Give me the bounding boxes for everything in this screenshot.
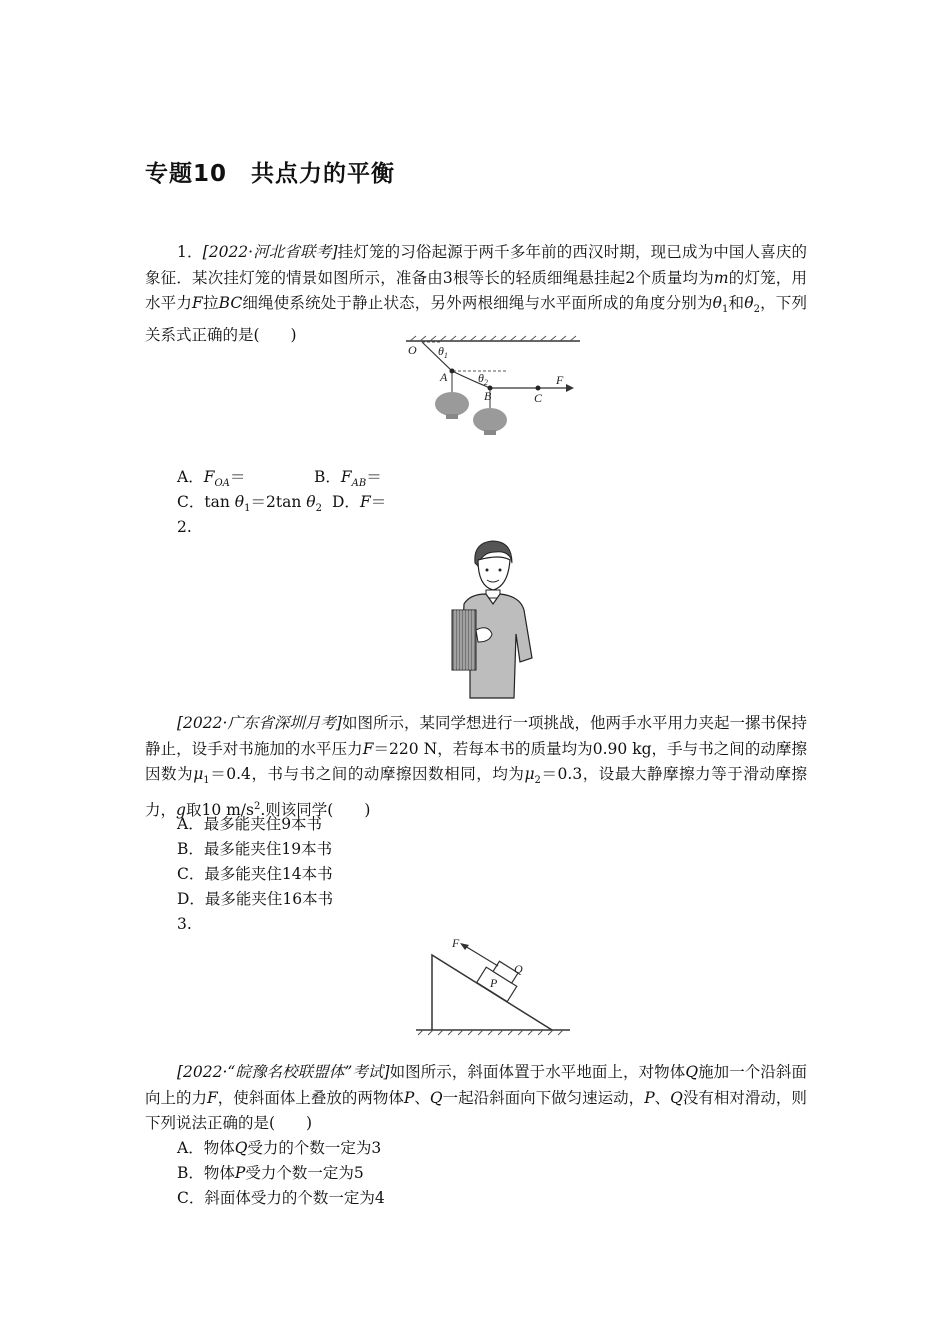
svg-text:θ2: $\theta_2$ <box>478 371 488 387</box>
question-3-number: 3. <box>177 915 192 933</box>
q2-option-a[interactable]: A．最多能夹住9本书 <box>177 815 323 833</box>
question-2-number: 2. <box>177 518 192 536</box>
svg-text:θ1: $\theta_1$ <box>438 344 448 360</box>
svg-text:A: A <box>440 370 448 384</box>
svg-text:P: P <box>490 976 498 990</box>
q3-option-c[interactable]: C．斜面体受力的个数一定为4 <box>177 1189 385 1207</box>
force-arrow <box>566 384 574 392</box>
q2-option-c[interactable]: C．最多能夹住14本书 <box>177 865 333 883</box>
question-number: 1． <box>177 243 203 261</box>
lantern-1 <box>435 392 469 416</box>
lantern-figure <box>398 336 588 436</box>
q2-option-b[interactable]: B．最多能夹住19本书 <box>177 840 333 858</box>
force-arrow <box>460 943 469 950</box>
page-title: 专题10 共点力的平衡 <box>145 161 396 187</box>
q1-option-b[interactable]: B．$F_{AB}=$ <box>314 468 382 490</box>
q1-option-a[interactable]: A．$F_{OA}=$ <box>177 468 246 490</box>
question-source: [2022·河北省联考] <box>202 243 338 261</box>
q1-option-d[interactable]: D．F＝ <box>332 493 387 511</box>
q2-option-d[interactable]: D．最多能夹住16本书 <box>177 890 334 908</box>
svg-text:F: F <box>556 373 564 387</box>
question-3-stem: [2022·“皖豫名校联盟体”考试]如图所示，斜面体置于水平地面上，对物体Q施加一个沿斜面向上的力F，使斜面体上叠放的两物体P、Q一起沿斜面向下做匀速运动，P、Q没有相对滑动，则下列说法正确的是( ) <box>145 1063 807 1132</box>
lantern-2 <box>473 408 507 432</box>
svg-text:O: O <box>408 343 417 357</box>
q3-option-b[interactable]: B．物体P受力个数一定为5 <box>177 1164 364 1182</box>
question-source: [2022·“皖豫名校联盟体”考试] <box>177 1063 390 1081</box>
q3-option-a[interactable]: A．物体Q受力的个数一定为3 <box>177 1139 382 1157</box>
svg-text:F: F <box>452 936 460 950</box>
svg-text:Q: Q <box>514 962 523 976</box>
student-books-figure <box>440 538 540 700</box>
question-1-stem: 1．[2022·河北省联考]挂灯笼的习俗起源于两千多年前的西汉时期，现已成为中国人喜庆的象征．某次挂灯笼的情景如图所示，准备由3根等长的轻质细绳悬挂起2个质量均为m的灯笼，用水平力F拉BC细绳使系统处于静止状态，另外两根细绳与水平面所成的角度分别为$\theta_1$和$\theta_2$，下列关系式正确的是( ) <box>145 243 807 344</box>
question-2-stem: [2022·广东省深圳月考]如图所示，某同学想进行一项挑战，他两手水平用力夹起一摞书保持静止，设手对书施加的水平压力F＝220 N，若每本书的质量均为0.90 kg，手与书之间的动摩擦因数为$\mu_1=0.4$，书与书之间的动摩擦因数相同，均为$\mu_2=0.3$，设最大静摩擦力等于滑动摩擦力，g取10 $m/s^2$.则该同学( ) <box>145 714 808 819</box>
svg-text:C: C <box>534 391 543 405</box>
incline-figure <box>410 935 575 1035</box>
q1-option-c[interactable]: C．$\tan \theta_1=2\tan$ $\theta_2$ <box>177 493 322 515</box>
svg-text:B: B <box>484 389 492 403</box>
question-source: [2022·广东省深圳月考] <box>177 714 342 732</box>
point-C <box>536 386 541 391</box>
